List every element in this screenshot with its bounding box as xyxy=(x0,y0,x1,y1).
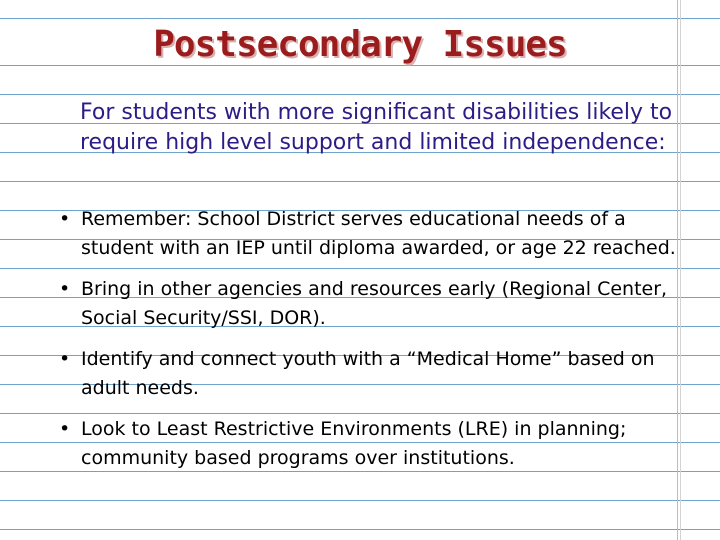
bullet-item xyxy=(55,415,695,473)
bullet-dot-icon: • xyxy=(59,348,71,370)
bullet-text: Identify and connect youth with a “Medical Home” based on adult needs. xyxy=(81,348,655,399)
bullet-list xyxy=(55,205,695,485)
bullet-text: Bring in other agencies and resources early (Regional Center, Social Security/SSI, DOR). xyxy=(81,278,668,329)
bullet-text: Remember: School District serves educational needs of a student with an IEP until diploma awarded, or age 22 reached. xyxy=(81,208,676,259)
bullet-text: Look to Least Restrictive Environments (LRE) in planning; community based programs over institutions. xyxy=(81,418,627,469)
bullet-dot-icon: • xyxy=(59,418,71,440)
bullet-item xyxy=(55,205,695,263)
bullet-dot-icon: • xyxy=(59,278,71,300)
bullet-item xyxy=(55,345,695,403)
intro-text: For students with more significant disabilities likely to require high level support and limited independence: xyxy=(80,100,673,155)
slide-title: Postsecondary Issues xyxy=(153,24,567,65)
bullet-item xyxy=(55,275,695,333)
bullet-dot-icon: • xyxy=(59,208,71,230)
